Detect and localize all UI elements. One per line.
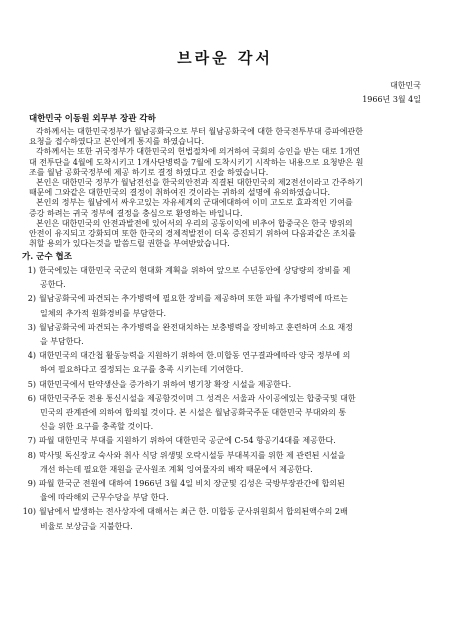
list-item — [22, 266, 418, 276]
intro-line: 대 전투단을 4월에 도착시키고 1개사단병력을 7월에 도착시키기 시작하는 내용으로 요청받은 원 — [29, 157, 364, 167]
item-continuation: 율에 따라해외 근무수당을 부담 한다. — [40, 493, 169, 503]
addressee-line: 대한민국 이동원 외무부 장관 각하 — [29, 114, 156, 124]
list-item — [22, 394, 418, 404]
item-number: 3) — [27, 322, 36, 332]
document-title: 브라운 각서 — [177, 49, 273, 67]
item-text: 월남공화국에 파견되는 추가병력에 필요한 장비를 제공하며 또한 파월 추가병력에 따르는 — [39, 294, 348, 304]
intro-line: 때문에 그와같은 대한민국의 결정이 취하여진 것이라는 귀하의 설명에 유의하였습니다. — [29, 188, 331, 198]
item-continuation: 개선 하는데 필요한 재원을 군사원조 계획 잉여물자의 배작 때문에서 제공한다. — [40, 464, 313, 474]
list-item — [22, 323, 418, 333]
intro-line: 각하께서는 또한 귀국정부가 대한민국의 헌법절차에 의거하여 국회의 승인을 받는 대로 1개연 — [36, 147, 361, 157]
item-continuation: 민국의 관계관에 의하여 합의될 것이다. 본 시설은 월남공화국주둔 대한민국 부대와의 통 — [40, 408, 347, 417]
document-date: 1966년 3월 4일 — [362, 95, 421, 104]
country-label: 대한민국 — [390, 81, 421, 90]
item-continuation: 공한다. — [40, 280, 66, 290]
list-item — [22, 436, 418, 446]
item-continuation: 일체의 추가적 원화경비를 부담한다. — [40, 308, 167, 318]
intro-line: 요청을 접수하였다고 본인에게 통지를 하였습니다. — [29, 137, 205, 147]
intro-line: 각하께서는 대한민국정부가 월남공화국으로 부터 월남공화국에 대한 한국전투부대 증파에관한 — [36, 127, 363, 136]
item-number: 5) — [27, 379, 36, 389]
intro-line: 조를 월남 공화국정부에 제공 하기로 결정 하였다고 진술 하였습니다. — [29, 167, 269, 177]
list-item — [22, 451, 418, 461]
intro-line: 본인의 정부는 월남에서 싸우고있는 자유세계의 군대에대하여 이미 고도로 효과적인 기여를 — [36, 198, 353, 208]
item-continuation: 신을 위한 요구를 충족할 것이다. — [40, 422, 154, 432]
item-text: 대한민국에서 탄약생산을 증가하기 위하여 병기창 확장 시설을 제공한다. — [39, 379, 292, 389]
list-item — [22, 294, 418, 304]
item-text: 파월 대한민국 부대를 지원하기 위하여 대한민국 공군에 C-54 항공기4대를 제공한다. — [39, 436, 336, 446]
intro-line: 증강 하려는 귀국 정부에 결정을 충심으로 환영하는 바입니다. — [29, 208, 243, 218]
list-item — [22, 351, 418, 361]
item-number: 6) — [27, 393, 36, 403]
list-item — [22, 380, 418, 390]
item-text: 대한민국주둔 전용 통신시설을 제공함것이며 그 성격은 서울과 사이공에있는 합중국및 대한 — [39, 393, 356, 403]
intro-line: 안전이 유지되고 강화되며 또한 한국의 경제적발전이 더욱 증진되기 위하여 다음과같은 조치를 — [29, 229, 356, 238]
item-number: 1) — [27, 266, 36, 275]
list-item — [22, 507, 418, 517]
intro-line: 취할 용의가 있다는것을 말씀드릴 권한을 부여받았습니다. — [29, 239, 230, 249]
item-text: 한국에있는 대한민국 국군의 현대화 계획을 위하여 앞으로 수년동안에 상당량의 장비를 제 — [39, 266, 351, 275]
item-number: 9) — [27, 479, 36, 488]
item-number: 2) — [27, 294, 36, 304]
item-continuation: 비율로 보상금을 지불한다. — [40, 521, 133, 531]
intro-line: 본인은 대한민국 정부가 월남전선을 한국의안전과 직결된 대한민국의 제2전선이라고 간주하기 — [36, 178, 363, 187]
item-text: 월남에서 발생하는 전사상자에 대해서는 최근 한. 미합동 군사위원회서 합의된액수의 2배 — [39, 507, 348, 517]
item-continuation: 을 부담한다. — [40, 337, 84, 346]
section-heading: 가. 군수 협조 — [22, 252, 72, 262]
intro-line: 본인은 대한민국의 안전과발전에 있어서의 우리의 공동이익에 비추어 합중국은 한국 방위의 — [36, 218, 353, 228]
item-number: 7) — [27, 436, 36, 446]
item-number: 10) — [22, 507, 36, 517]
item-continuation: 하여 필요하다고 결정되는 요구를 충족 시키는데 기여한다. — [40, 365, 244, 375]
item-number: 8) — [27, 450, 36, 460]
item-text: 대한민국의 대간첩 활동능력을 지원하기 위하여 한.미합동 연구결과에따라 양국 정부에 의 — [39, 351, 351, 361]
item-number: 4) — [27, 351, 36, 361]
item-text: 월남공화국에 파견되는 추가병력을 완전대치하는 보충병력을 장비하고 훈련하며 소요 재정 — [39, 322, 354, 332]
item-text: 막사및 독신장교 숙사와 취사 식당 위생및 오락시설등 부대복지를 위한 제 관련된 시설을 — [39, 450, 346, 460]
item-text: 파월 한국군 전원에 대하여 1966년 3월 4일 비치 장군및 김성은 국방부장관간에 합의된 — [39, 479, 345, 488]
list-item — [22, 479, 418, 489]
